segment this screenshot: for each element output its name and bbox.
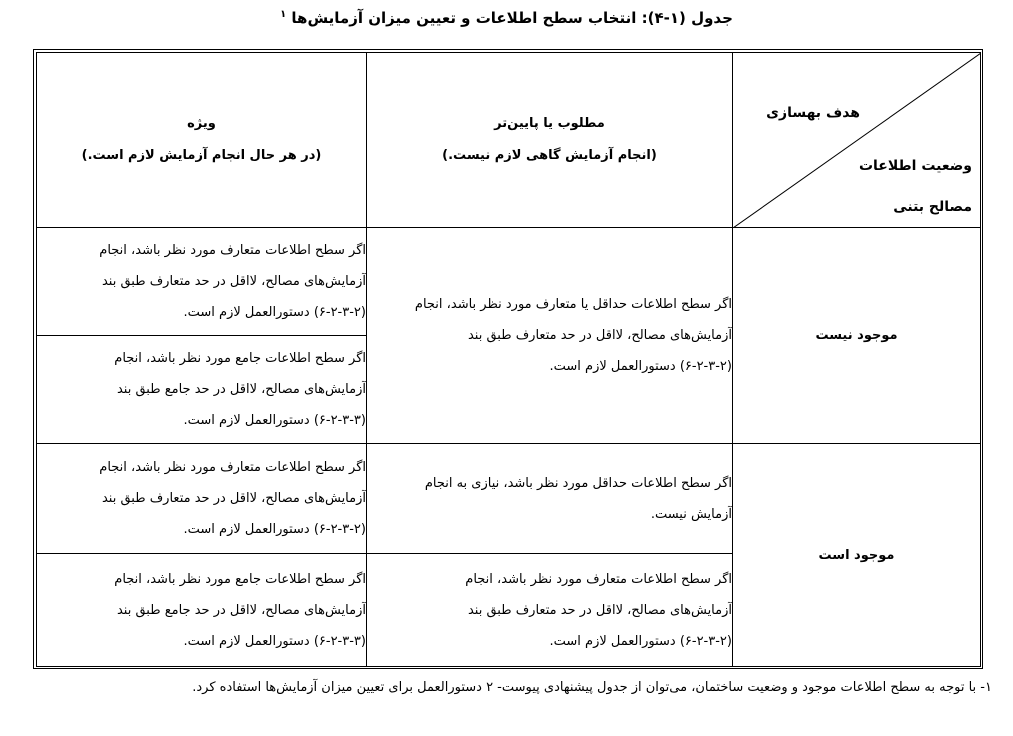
special-cell — [37, 228, 367, 336]
table-row — [37, 228, 981, 336]
cell-line: آزمایش‌های مصالح، لااقل در حد متعارف طبق بند — [101, 491, 366, 506]
footnote-marker: ۱ — [280, 9, 287, 20]
footnote: ۱- با توجه به سطح اطلاعات موجود و وضعیت ساختمان، می‌توان از جدول پیشنهادی پیوست- ۲ دستورالعمل برای تعیین میزان آزمایش‌ها استفاده کرد. — [192, 680, 992, 695]
special-cell — [37, 444, 367, 554]
cell-line: اگر سطح اطلاعات حداقل یا متعارف مورد نظر باشد، انجام — [414, 297, 732, 312]
desirable-cell — [367, 228, 733, 444]
info-status-label: وضعیت اطلاعات — [858, 158, 972, 174]
table-title — [0, 4, 1013, 29]
table-row — [37, 444, 981, 554]
cell-line: آزمایش‌های مصالح، لااقل در حد متعارف طبق بند — [467, 328, 732, 343]
cell-line: اگر سطح اطلاعات حداقل مورد نظر باشد، نیازی به انجام — [424, 475, 732, 491]
special-cell — [37, 554, 367, 667]
concrete-materials-label: مصالح بتنی — [893, 199, 972, 215]
cell-line: اگر سطح اطلاعات متعارف مورد نظر باشد، انجام — [99, 243, 366, 258]
cell-line: (۶-۲-۳-۳) دستورالعمل لازم است. — [183, 633, 366, 649]
special-cell — [37, 336, 367, 444]
column-title: ویژه — [187, 116, 216, 131]
column-title: مطلوب یا پایین‌تر — [494, 116, 605, 131]
column-subtitle: (انجام آزمایش گاهی لازم نیست.) — [442, 148, 657, 163]
header-row — [37, 53, 981, 228]
cell-line: (۶-۲-۳-۲) دستورالعمل لازم است. — [549, 359, 732, 374]
column-subtitle: (در هر حال انجام آزمایش لازم است.) — [81, 148, 322, 163]
goal-label: هدف بهسازی — [766, 105, 860, 121]
cell-line: آزمایش‌های مصالح، لااقل در حد جامع طبق بند — [116, 602, 366, 618]
cell-line: آزمایش‌های مصالح، لااقل در حد متعارف طبق بند — [467, 602, 732, 618]
diagonal-header-cell — [733, 53, 981, 228]
cell-line: (۶-۲-۳-۲) دستورالعمل لازم است. — [183, 522, 366, 537]
cell-line: اگر سطح اطلاعات متعارف مورد نظر باشد، انجام — [99, 460, 366, 475]
desirable-cell — [367, 444, 733, 554]
cell-line: آزمایش نیست. — [650, 506, 732, 522]
row-label-cell: موجود نیست — [733, 228, 981, 444]
cell-line: (۶-۲-۳-۲) دستورالعمل لازم است. — [549, 633, 732, 649]
cell-line: (۶-۲-۳-۲) دستورالعمل لازم است. — [183, 305, 366, 320]
cell-line: اگر سطح اطلاعات جامع مورد نظر باشد، انجام — [114, 571, 366, 587]
desirable-cell — [367, 554, 733, 667]
column-header-special — [37, 53, 367, 228]
cell-line: اگر سطح اطلاعات متعارف مورد نظر باشد، انجام — [465, 571, 732, 587]
table-title-text: جدول (۱-۴): انتخاب سطح اطلاعات و تعیین میزان آزمایش‌ها — [291, 9, 733, 27]
cell-line: (۶-۲-۳-۳) دستورالعمل لازم است. — [183, 413, 366, 428]
column-header-desirable — [367, 53, 733, 228]
cell-line: آزمایش‌های مصالح، لااقل در حد متعارف طبق بند — [101, 274, 366, 289]
cell-line: آزمایش‌های مصالح، لااقل در حد جامع طبق بند — [116, 382, 366, 397]
cell-line: اگر سطح اطلاعات جامع مورد نظر باشد، انجام — [114, 351, 366, 366]
data-table — [36, 52, 981, 667]
row-label-cell: موجود است — [733, 444, 981, 667]
